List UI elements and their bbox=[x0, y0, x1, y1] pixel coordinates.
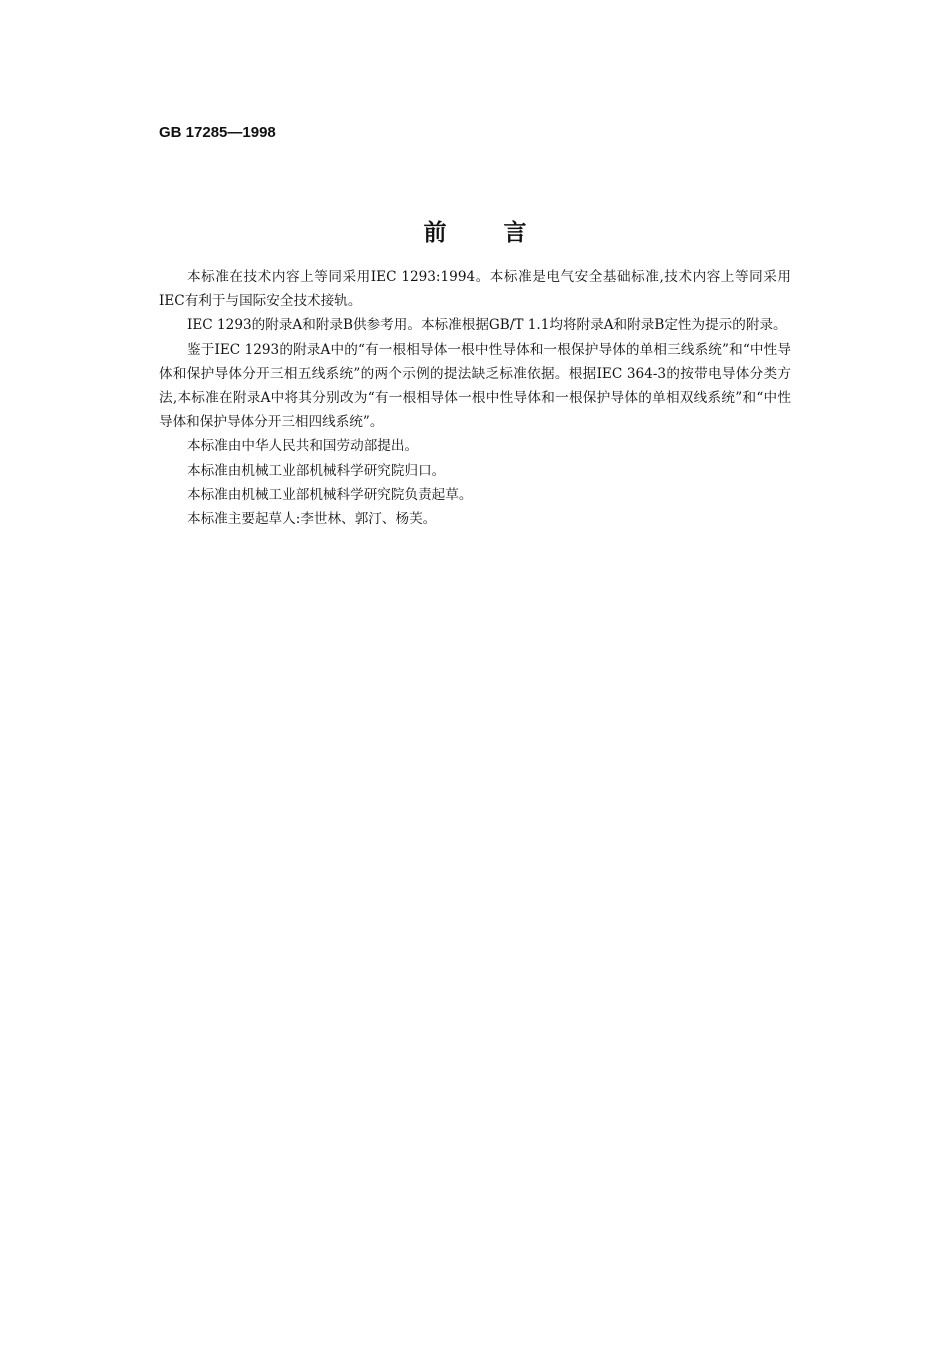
paragraph-drafters: 本标准主要起草人:李世林、郭汀、杨芙。 bbox=[187, 511, 437, 528]
title-char-2: 言 bbox=[503, 220, 527, 246]
paragraph-annex-a-changes: 鉴于IEC 1293的附录A中的“有一根相导体一根中性导体和一根保护导体的单相三线系统”和“中性导体和保护导体分开三相五线系统”的两个示例的提法缺乏标准依据。根据IEC 364-3的按带电导体分类方法,本标准在附录A中将其分别改为“有一根相导体一根中性导体和一根保护导体的单相双线系统”和“中性导体和保护导体分开三相四线系统”。 bbox=[159, 341, 791, 431]
paragraph-responsible-unit: 本标准由机械工业部机械科学研究院归口。 bbox=[187, 462, 446, 479]
standard-code: GB 17285—1998 bbox=[159, 124, 276, 141]
paragraph-annexes: IEC 1293的附录A和附录B供参考用。本标准根据GB/T 1.1均将附录A和附录B定性为提示的附录。 bbox=[187, 317, 787, 334]
paragraph-adoption: 本标准在技术内容上等同采用IEC 1293:1994。本标准是电气安全基础标准,技术内容上等同采用IEC有利于与国际安全技术接轨。 bbox=[159, 269, 791, 310]
foreword-body bbox=[159, 265, 791, 531]
paragraph-proposer: 本标准由中华人民共和国劳动部提出。 bbox=[187, 438, 419, 455]
paragraph-drafting-unit: 本标准由机械工业部机械科学研究院负责起草。 bbox=[187, 486, 473, 503]
title-char-1: 前 bbox=[423, 220, 447, 246]
page-title bbox=[0, 214, 950, 247]
